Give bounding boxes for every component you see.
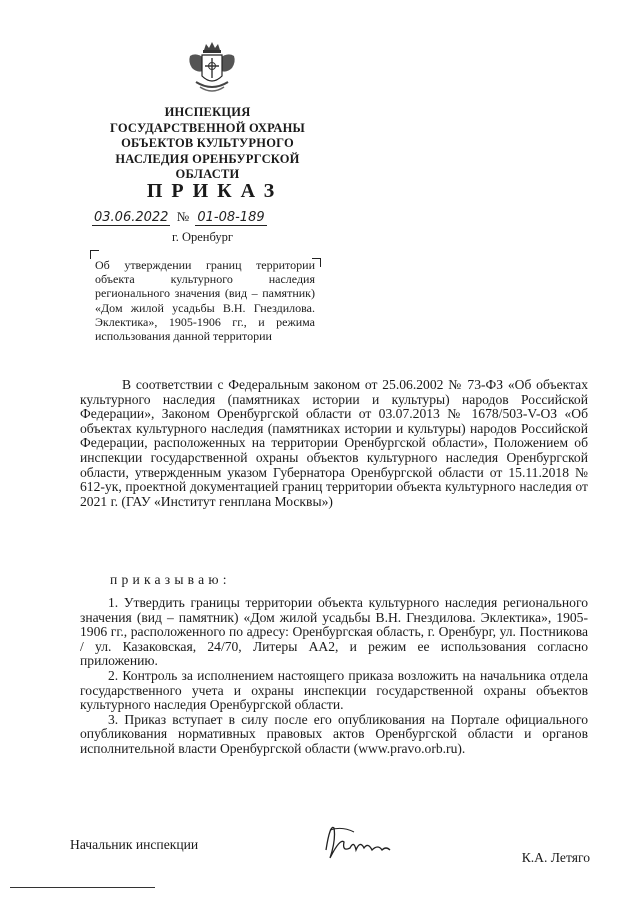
issuing-agency bbox=[95, 105, 320, 183]
preamble-paragraph: В соответствии с Федеральным законом от 25.06.2002 № 73-ФЗ «Об объектах культурного наследия (памятниках истории и культуры) народов Российской Федерации», Законом Оренбургской области от 03.07.2013 № 1678/503-V-ОЗ «Об объектах культурного наследия (памятниках истории и культуры) народов Российской Федерации, расположенных на территории Оренбургской области», Положением об инспекции государственной охраны объектов культурного наследия Оренбургской области, утвержденным указом Губернатора Оренбургской области от 15.11.2018 № 612-ук, проектной документацией границ территории объекта культурного наследия от 2021 г. (ГАУ «Институт генплана Москвы») bbox=[80, 377, 588, 509]
footer-divider bbox=[10, 887, 155, 888]
date-number-line bbox=[92, 209, 332, 229]
signatory-name: К.А. Летяго bbox=[521, 850, 590, 865]
issue-city: г. Оренбург bbox=[172, 230, 233, 244]
agency-line: НАСЛЕДИЯ ОРЕНБУРГСКОЙ bbox=[115, 151, 300, 166]
document-type-title: ПРИКАЗ bbox=[146, 180, 284, 202]
preamble bbox=[80, 378, 588, 509]
signatory-title: Начальник инспекции bbox=[70, 837, 199, 852]
order-item: 1. Утвердить границы территории объекта культурного наследия регионального значения (вид – памятник) «Дом жилой усадьбы В.Н. Гнездилова. Эклектика», 1905-1906 гг., расположенного по адресу: Оренбургская область, г. Оренбург, ул. Постникова / ул. Казаковская, 24/70, Литеры АА2, и режим ее использования согласно приложению. bbox=[80, 595, 588, 669]
order-number: 01-08-189 bbox=[197, 210, 265, 225]
order-item: 3. Приказ вступает в силу после его опубликования на Портале официального опубликования нормативных правовых актов Оренбургской области и органов исполнительной власти Оренбургской области (www.pravo.orb.ru). bbox=[80, 711, 588, 756]
coat-of-arms-icon bbox=[186, 40, 238, 96]
signature-block bbox=[70, 820, 590, 865]
order-items bbox=[80, 596, 588, 757]
agency-line: ИНСПЕКЦИЯ bbox=[164, 105, 251, 119]
order-subject: Об утверждении границ территории объекта культурного наследия регионального значения (вид – памятник) «Дом жилой усадьбы В.Н. Гнездилова. Эклектика», 1905-1906 гг., и режима использования данной территории bbox=[95, 258, 315, 344]
order-date: 03.06.2022 bbox=[94, 210, 169, 225]
handwritten-signature bbox=[320, 820, 400, 865]
number-sign: № bbox=[176, 209, 190, 224]
order-verb: приказываю: bbox=[110, 572, 231, 587]
order-item: 2. Контроль за исполнением настоящего приказа возложить на начальника отдела государственного учета и охраны инспекции государственной охраны объектов культурного наследия Оренбургской области. bbox=[80, 667, 588, 713]
agency-line: ОБЪЕКТОВ КУЛЬТУРНОГО bbox=[121, 136, 294, 150]
agency-line: ОБЛАСТИ bbox=[175, 167, 240, 181]
agency-line: ГОСУДАРСТВЕННОЙ ОХРАНЫ bbox=[110, 120, 305, 135]
